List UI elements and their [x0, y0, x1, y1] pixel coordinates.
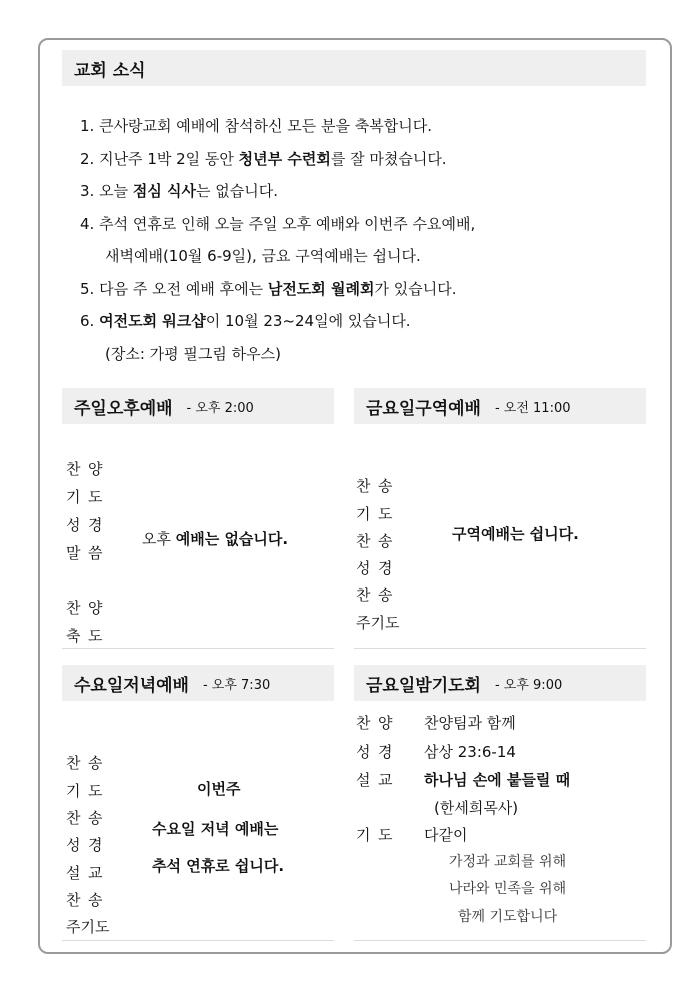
news-item-text: (장소: 가평 필그림 하우스): [105, 344, 281, 363]
prayer-row-label-second: 도: [378, 826, 393, 844]
order-label-first: 찬: [356, 477, 371, 495]
prayer-row-value: 하나님 손에 붙들릴 때: [424, 771, 571, 789]
order-label-first: 주기도: [356, 614, 400, 632]
order-label-first: 성: [356, 559, 371, 577]
order-label: [66, 916, 109, 937]
order-label-second: 도: [88, 782, 103, 800]
wednesday-message-1-text: 이번주: [197, 780, 241, 798]
news-item-number: 6.: [80, 312, 95, 330]
friday-group-message: [452, 523, 579, 544]
order-label-second: 도: [378, 505, 393, 523]
order-label: [66, 807, 110, 828]
order-label-second: 송: [88, 809, 103, 827]
sunday-header: [62, 388, 334, 424]
news-item-highlight: 남전도회 월례회: [267, 279, 375, 298]
news-item-text-end: 를 잘 마쳤습니다.: [330, 149, 447, 168]
news-item-number: 3.: [80, 182, 95, 200]
news-item: [80, 143, 475, 176]
news-item: [80, 240, 475, 273]
order-label-second: 양: [88, 460, 103, 478]
sunday-message: [142, 528, 288, 549]
order-label-first: 설: [66, 864, 81, 882]
prayer-row-label-first: 성: [356, 743, 371, 761]
news-item-number: 2.: [80, 149, 95, 168]
friday-prayer-header: [354, 665, 646, 701]
news-item-highlight: 여전도회 워크샵: [99, 312, 206, 330]
order-label-second: 도: [88, 488, 103, 506]
prayer-row: [356, 824, 467, 845]
news-item-number: 5.: [80, 279, 95, 298]
wednesday-message-3-text: 추석 연휴로 쉽니다.: [152, 857, 285, 875]
prayer-row-label-first: 찬: [356, 714, 371, 732]
news-item-text-end: 이 10월 23~24일에 있습니다.: [205, 312, 411, 330]
order-label-first: 말: [66, 544, 81, 562]
order-label: [66, 780, 110, 801]
order-label: [66, 834, 110, 855]
prayer-row: [356, 741, 516, 762]
friday-group-header: [354, 388, 646, 424]
order-label: [356, 557, 400, 578]
news-item-highlight: 청년부 수련회: [238, 149, 331, 168]
order-label-first: 찬: [66, 809, 81, 827]
order-label-first: 찬: [356, 532, 371, 550]
news-item-highlight: 점심 식사: [132, 182, 197, 200]
news-item: [80, 273, 475, 306]
news-item-text-end: 가 있습니다.: [374, 279, 457, 298]
order-label: [66, 862, 110, 883]
order-label-first: 성: [66, 516, 81, 534]
friday-group-title: 금요일구역예배: [366, 398, 481, 419]
order-label-second: 도: [88, 627, 103, 645]
friday-prayer-time: - 오후 9:00: [494, 677, 563, 693]
order-label-second: 교: [88, 864, 103, 882]
prayer-row-label-second: 교: [378, 771, 393, 789]
news-item-text: 큰사랑교회 예배에 참석하신 모든 분을 축복합니다.: [94, 117, 432, 135]
news-item-text: 오늘: [94, 182, 133, 200]
order-label: [66, 889, 110, 910]
order-label-first: 찬: [66, 460, 81, 478]
order-label-second: 경: [378, 559, 393, 577]
prayer-topic: 함께 기도합니다: [458, 909, 558, 925]
wednesday-message-2-text: 수요일 저녁 예배는: [152, 820, 279, 838]
order-label: [66, 752, 110, 773]
order-label-second: 양: [88, 599, 103, 617]
order-label-first: 성: [66, 836, 81, 854]
wednesday-time: - 오후 7:30: [202, 677, 271, 693]
prayer-row-value: 다같이: [424, 826, 468, 844]
prayer-row-value: 삼상 23:6-14: [424, 743, 516, 761]
sunday-message-bold: 예배는 없습니다.: [175, 530, 289, 548]
news-item: [80, 305, 475, 338]
order-label-second: 송: [88, 754, 103, 772]
order-label: [66, 458, 110, 479]
order-label: [66, 486, 110, 507]
order-label-second: 송: [378, 586, 393, 604]
wednesday-title: 수요일저녁예배: [74, 675, 189, 696]
friday-prayer-title: 금요일밤기도회: [366, 675, 481, 696]
friday-group-message-text: 구역예배는 쉽니다.: [452, 525, 579, 543]
news-item: [80, 338, 475, 371]
news-item-number: 1.: [80, 117, 95, 135]
prayer-row-label-second: 경: [378, 743, 393, 761]
prayer-row-value: (한세희목사): [434, 799, 519, 817]
news-item-text: 다음 주 오전 예배 후에는: [94, 279, 268, 298]
prayer-row-value: 찬양팀과 함께: [424, 714, 516, 732]
wednesday-message-2: [152, 818, 278, 839]
order-label: [356, 475, 400, 496]
prayer-row-label-first: 설: [356, 771, 371, 789]
news-item-text: 지난주 1박 2일 동안: [94, 149, 239, 168]
news-item-text-end: 는 없습니다.: [196, 182, 279, 200]
order-label-first: 찬: [356, 586, 371, 604]
news-item: [80, 110, 475, 143]
news-item-text: 추석 연휴로 인해 오늘 주일 오후 예배와 이번주 수요예배,: [94, 214, 476, 233]
divider: [62, 648, 334, 649]
news-item: [80, 175, 475, 208]
order-label-first: 찬: [66, 599, 81, 617]
divider: [62, 940, 334, 941]
order-label-second: 송: [378, 532, 393, 550]
wednesday-message-1: [197, 778, 240, 799]
prayer-row: [356, 712, 516, 733]
prayer-row-label-second: 양: [378, 714, 393, 732]
order-label: [356, 503, 400, 524]
order-label-first: 기: [66, 488, 81, 506]
prayer-topic: 나라와 민족을 위해: [449, 881, 567, 897]
order-label: [356, 612, 399, 633]
order-label: [66, 597, 110, 618]
news-item-number: 4.: [80, 214, 95, 233]
order-label-first: 기: [356, 505, 371, 523]
order-label-first: 축: [66, 627, 81, 645]
order-label: [356, 584, 400, 605]
order-label-first: 주기도: [66, 918, 110, 936]
sunday-title: 주일오후예배: [74, 398, 173, 419]
wednesday-header: [62, 665, 334, 701]
order-label-first: 기: [66, 782, 81, 800]
prayer-topic: 가정과 교회를 위해: [449, 854, 567, 870]
divider: [354, 940, 646, 941]
sunday-message-pre: 오후: [142, 530, 176, 548]
order-label: [66, 542, 110, 563]
order-label-first: 찬: [66, 754, 81, 772]
sunday-time: - 오후 2:00: [186, 400, 254, 416]
friday-group-time: - 오전 11:00: [494, 400, 571, 416]
news-list: [80, 110, 475, 370]
order-label-second: 씀: [88, 544, 103, 562]
news-item: [80, 208, 475, 241]
order-label: [66, 514, 110, 535]
news-item-text: 새벽예배(10월 6-9일), 금요 구역예배는 쉽니다.: [105, 247, 421, 265]
prayer-row-label-first: 기: [356, 826, 371, 844]
order-label-first: 찬: [66, 891, 81, 909]
order-label: [356, 530, 400, 551]
order-label-second: 경: [88, 836, 103, 854]
order-label-second: 경: [88, 516, 103, 534]
order-label-second: 송: [88, 891, 103, 909]
news-title: 교회 소식: [74, 60, 146, 81]
wednesday-message-3: [152, 855, 284, 876]
divider: [354, 648, 646, 649]
order-label-second: 송: [378, 477, 393, 495]
prayer-row: [356, 797, 518, 818]
prayer-row: [356, 769, 570, 790]
order-label: [66, 625, 110, 646]
news-header: [62, 50, 646, 86]
